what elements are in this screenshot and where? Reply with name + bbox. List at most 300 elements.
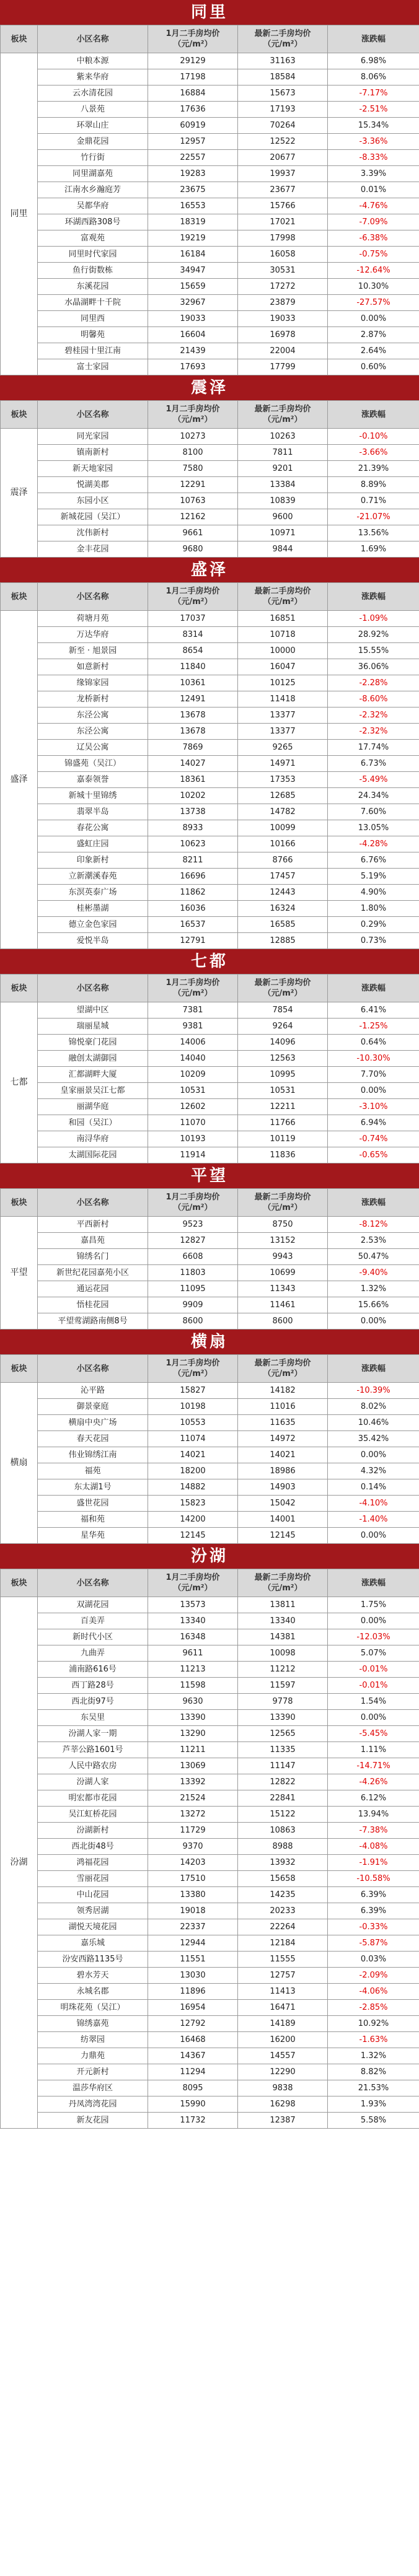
latest-price: 18986	[238, 1463, 328, 1479]
community-name: 通运花园	[38, 1281, 148, 1297]
change-rate: -1.91%	[328, 1855, 419, 1871]
community-name: 锦绣名门	[38, 1249, 148, 1265]
header-jan-price	[148, 25, 238, 53]
price-table	[0, 1188, 419, 1330]
change-rate: 6.41%	[328, 1002, 419, 1019]
header-jan-price	[148, 975, 238, 1002]
latest-price: 11461	[238, 1297, 328, 1313]
table-row	[1, 1807, 419, 1823]
table-row	[1, 1774, 419, 1790]
jan-price: 11732	[148, 2113, 238, 2129]
table-row	[1, 1887, 419, 1903]
latest-price: 10125	[238, 675, 328, 691]
jan-price: 14203	[148, 1855, 238, 1871]
header-line: 最新二手房均价	[254, 405, 311, 414]
jan-price: 18361	[148, 772, 238, 788]
community-name: 鱼行街数栋	[38, 263, 148, 279]
table-row	[1, 933, 419, 949]
header-jan-price	[148, 1189, 238, 1217]
latest-price: 10995	[238, 1067, 328, 1083]
table-row	[1, 2016, 419, 2032]
community-name: 东园小区	[38, 493, 148, 509]
section-title: 汾湖	[0, 1544, 419, 1569]
change-rate: -0.74%	[328, 1131, 419, 1147]
jan-price: 11598	[148, 1678, 238, 1694]
jan-price: 14882	[148, 1479, 238, 1496]
table-row	[1, 493, 419, 509]
latest-price: 12443	[238, 885, 328, 901]
community-name: 缘锦家园	[38, 675, 148, 691]
header-line: 1月二手房均价	[165, 1359, 220, 1368]
change-rate: -10.30%	[328, 1051, 419, 1067]
table-row	[1, 247, 419, 263]
change-rate: 1.80%	[328, 901, 419, 917]
header-unit: （元/m²）	[173, 40, 213, 49]
section-title: 平望	[0, 1163, 419, 1188]
jan-price: 17037	[148, 611, 238, 627]
table-row	[1, 1758, 419, 1774]
header-latest-price	[238, 1189, 328, 1217]
jan-price: 11551	[148, 1952, 238, 1968]
jan-price: 32967	[148, 295, 238, 311]
latest-price: 14235	[238, 1887, 328, 1903]
table-row	[1, 477, 419, 493]
jan-price: 13678	[148, 708, 238, 724]
table-row	[1, 429, 419, 445]
change-rate: 10.30%	[328, 279, 419, 295]
change-rate: 36.06%	[328, 659, 419, 675]
jan-price: 8600	[148, 1313, 238, 1330]
table-row	[1, 659, 419, 675]
table-row	[1, 1726, 419, 1742]
header-change: 涨跌幅	[328, 401, 419, 429]
change-rate: 15.55%	[328, 643, 419, 659]
community-name: 镇南新村	[38, 445, 148, 461]
change-rate: 0.01%	[328, 182, 419, 198]
jan-price: 10202	[148, 788, 238, 804]
jan-price: 11211	[148, 1742, 238, 1758]
change-rate: 10.46%	[328, 1415, 419, 1431]
jan-price: 9680	[148, 541, 238, 558]
latest-price: 12211	[238, 1099, 328, 1115]
change-rate: 5.07%	[328, 1645, 419, 1662]
header-row	[1, 583, 419, 611]
community-name: 水晶湖畔十千院	[38, 295, 148, 311]
community-name: 立新潮溪春苑	[38, 869, 148, 885]
header-name: 小区名称	[38, 1189, 148, 1217]
table-row	[1, 1115, 419, 1131]
table-row	[1, 1415, 419, 1431]
change-rate: 1.32%	[328, 1281, 419, 1297]
change-rate: -4.26%	[328, 1774, 419, 1790]
table-row	[1, 1645, 419, 1662]
change-rate: 0.73%	[328, 933, 419, 949]
section-title: 震泽	[0, 375, 419, 400]
jan-price: 17198	[148, 69, 238, 85]
latest-price: 11413	[238, 1984, 328, 2000]
latest-price: 22264	[238, 1919, 328, 1935]
change-rate: 6.94%	[328, 1115, 419, 1131]
community-name: 福和苑	[38, 1512, 148, 1528]
change-rate: 24.34%	[328, 788, 419, 804]
change-rate: 5.58%	[328, 2113, 419, 2129]
change-rate: -4.76%	[328, 198, 419, 214]
price-table	[0, 974, 419, 1163]
jan-price: 12792	[148, 2016, 238, 2032]
latest-price: 13152	[238, 1233, 328, 1249]
jan-price: 16036	[148, 901, 238, 917]
jan-price: 13340	[148, 1613, 238, 1629]
community-name: 汇都湖畔大厦	[38, 1067, 148, 1083]
header-line: 1月二手房均价	[165, 978, 220, 988]
community-name: 环湖西路308号	[38, 214, 148, 230]
table-row	[1, 102, 419, 118]
latest-price: 14021	[238, 1447, 328, 1463]
change-rate: -0.01%	[328, 1662, 419, 1678]
table-row	[1, 279, 419, 295]
community-name: 西丁路28号	[38, 1678, 148, 1694]
jan-price: 12602	[148, 1099, 238, 1115]
table-row	[1, 134, 419, 150]
table-row	[1, 1694, 419, 1710]
latest-price: 8600	[238, 1313, 328, 1330]
change-rate: 10.92%	[328, 2016, 419, 2032]
latest-price: 10098	[238, 1645, 328, 1662]
change-rate: 15.34%	[328, 118, 419, 134]
table-row	[1, 1249, 419, 1265]
community-name: 纺翠园	[38, 2032, 148, 2048]
jan-price: 9661	[148, 525, 238, 541]
community-name: 领秀居湖	[38, 1903, 148, 1919]
latest-price: 16047	[238, 659, 328, 675]
table-row	[1, 295, 419, 311]
community-name: 沁平路	[38, 1383, 148, 1399]
table-row	[1, 1281, 419, 1297]
community-name: 新城十里锦绣	[38, 788, 148, 804]
header-unit: （元/m²）	[173, 597, 213, 607]
latest-price: 19937	[238, 166, 328, 182]
community-name: 明馨苑	[38, 327, 148, 343]
latest-price: 9838	[238, 2080, 328, 2096]
community-name: 平西新村	[38, 1217, 148, 1233]
latest-price: 14189	[238, 2016, 328, 2032]
jan-price: 11914	[148, 1147, 238, 1163]
table-row	[1, 327, 419, 343]
jan-price: 8933	[148, 820, 238, 836]
latest-price: 17353	[238, 772, 328, 788]
jan-price: 15823	[148, 1496, 238, 1512]
community-name: 湖悦天境花园	[38, 1919, 148, 1935]
change-rate: 8.82%	[328, 2064, 419, 2080]
change-rate: 1.75%	[328, 1597, 419, 1613]
jan-price: 15990	[148, 2096, 238, 2113]
jan-price: 16348	[148, 1629, 238, 1645]
header-change: 涨跌幅	[328, 1569, 419, 1597]
table-row	[1, 1597, 419, 1613]
change-rate: 1.11%	[328, 1742, 419, 1758]
jan-price: 19219	[148, 230, 238, 247]
jan-price: 16553	[148, 198, 238, 214]
latest-price: 11836	[238, 1147, 328, 1163]
community-name: 横扇中央广场	[38, 1415, 148, 1431]
community-name: 开元新村	[38, 2064, 148, 2080]
latest-price: 10166	[238, 836, 328, 852]
jan-price: 19018	[148, 1903, 238, 1919]
table-row	[1, 852, 419, 869]
jan-price: 16696	[148, 869, 238, 885]
header-jan-price	[148, 583, 238, 611]
latest-price: 12757	[238, 1968, 328, 1984]
latest-price: 17272	[238, 279, 328, 295]
change-rate: 2.53%	[328, 1233, 419, 1249]
table-row	[1, 675, 419, 691]
table-row	[1, 311, 419, 327]
community-name: 双湖花园	[38, 1597, 148, 1613]
change-rate: 1.54%	[328, 1694, 419, 1710]
table-row	[1, 772, 419, 788]
board-cell: 七都	[1, 1002, 38, 1163]
change-rate: 0.64%	[328, 1035, 419, 1051]
latest-price: 13384	[238, 477, 328, 493]
community-name: 汾湖人家一期	[38, 1726, 148, 1742]
table-row	[1, 788, 419, 804]
community-name: 新友花园	[38, 2113, 148, 2129]
header-board: 板块	[1, 583, 38, 611]
community-name: 新世纪花园嘉苑小区	[38, 1265, 148, 1281]
community-name: 锦悦豪门花园	[38, 1035, 148, 1051]
section-5	[0, 1163, 419, 1330]
jan-price: 19033	[148, 311, 238, 327]
community-name: 浦南路616号	[38, 1662, 148, 1678]
table-row	[1, 1297, 419, 1313]
community-name: 明珠花苑（吴江）	[38, 2000, 148, 2016]
community-name: 万达华府	[38, 627, 148, 643]
community-name: 同光家园	[38, 429, 148, 445]
section-6	[0, 1330, 419, 1544]
change-rate: -1.40%	[328, 1512, 419, 1528]
community-name: 明宏都市花园	[38, 1790, 148, 1807]
latest-price: 8750	[238, 1217, 328, 1233]
latest-price: 11335	[238, 1742, 328, 1758]
latest-price: 9201	[238, 461, 328, 477]
community-name: 嘉乐城	[38, 1935, 148, 1952]
board-cell: 汾湖	[1, 1597, 38, 2129]
price-table	[0, 582, 419, 949]
latest-price: 16978	[238, 327, 328, 343]
latest-price: 10839	[238, 493, 328, 509]
community-name: 平望莺湖路南侧8号	[38, 1313, 148, 1330]
community-name: 东溟英泰广场	[38, 885, 148, 901]
latest-price: 16851	[238, 611, 328, 627]
jan-price: 13738	[148, 804, 238, 820]
jan-price: 8100	[148, 445, 238, 461]
board-cell: 震泽	[1, 429, 38, 558]
community-name: 瑞丽星城	[38, 1019, 148, 1035]
header-name: 小区名称	[38, 975, 148, 1002]
jan-price: 17510	[148, 1871, 238, 1887]
change-rate: -2.85%	[328, 2000, 419, 2016]
community-name: 八景苑	[38, 102, 148, 118]
change-rate: -8.33%	[328, 150, 419, 166]
table-row	[1, 53, 419, 69]
community-name: 辽吴公寓	[38, 740, 148, 756]
jan-price: 16468	[148, 2032, 238, 2048]
table-row	[1, 2096, 419, 2113]
header-unit: （元/m²）	[263, 40, 302, 49]
header-unit: （元/m²）	[173, 1203, 213, 1212]
jan-price: 14027	[148, 756, 238, 772]
change-rate: -1.63%	[328, 2032, 419, 2048]
table-row	[1, 740, 419, 756]
header-name: 小区名称	[38, 25, 148, 53]
change-rate: 0.00%	[328, 1313, 419, 1330]
jan-price: 12827	[148, 1233, 238, 1249]
table-row	[1, 901, 419, 917]
change-rate: -5.49%	[328, 772, 419, 788]
community-name: 南浔华府	[38, 1131, 148, 1147]
community-name: 金丰花园	[38, 541, 148, 558]
header-unit: （元/m²）	[173, 415, 213, 424]
board-cell: 盛泽	[1, 611, 38, 949]
change-rate: 50.47%	[328, 1249, 419, 1265]
latest-price: 11635	[238, 1415, 328, 1431]
change-rate: -0.01%	[328, 1678, 419, 1694]
jan-price: 19283	[148, 166, 238, 182]
change-rate: -0.65%	[328, 1147, 419, 1163]
latest-price: 16200	[238, 2032, 328, 2048]
jan-price: 12944	[148, 1935, 238, 1952]
jan-price: 21524	[148, 1790, 238, 1807]
latest-price: 12290	[238, 2064, 328, 2080]
community-name: 悦湖美郡	[38, 477, 148, 493]
change-rate: -2.51%	[328, 102, 419, 118]
table-row	[1, 1528, 419, 1544]
table-row	[1, 230, 419, 247]
latest-price: 10000	[238, 643, 328, 659]
table-row	[1, 1968, 419, 1984]
community-name: 伟业锦绣江南	[38, 1447, 148, 1463]
jan-price: 9370	[148, 1839, 238, 1855]
jan-price: 14040	[148, 1051, 238, 1067]
latest-price: 10119	[238, 1131, 328, 1147]
change-rate: 13.05%	[328, 820, 419, 836]
jan-price: 16884	[148, 85, 238, 102]
latest-price: 14182	[238, 1383, 328, 1399]
jan-price: 10273	[148, 429, 238, 445]
change-rate: -10.39%	[328, 1383, 419, 1399]
header-unit: （元/m²）	[173, 1369, 213, 1378]
table-row	[1, 2032, 419, 2048]
header-row	[1, 1189, 419, 1217]
jan-price: 22337	[148, 1919, 238, 1935]
community-name: 永城名郡	[38, 1984, 148, 2000]
community-name: 东溪花园	[38, 279, 148, 295]
table-row	[1, 1919, 419, 1935]
table-row	[1, 1823, 419, 1839]
jan-price: 8654	[148, 643, 238, 659]
latest-price: 16471	[238, 2000, 328, 2016]
jan-price: 15827	[148, 1383, 238, 1399]
community-name: 芦莘公路1601号	[38, 1742, 148, 1758]
jan-price: 13069	[148, 1758, 238, 1774]
community-name: 爱悦半岛	[38, 933, 148, 949]
header-line: 最新二手房均价	[254, 978, 311, 988]
community-name: 春天花园	[38, 1431, 148, 1447]
jan-price: 10209	[148, 1067, 238, 1083]
section-title: 同里	[0, 0, 419, 25]
change-rate: -4.10%	[328, 1496, 419, 1512]
community-name: 融创太湖御园	[38, 1051, 148, 1067]
change-rate: 21.53%	[328, 2080, 419, 2096]
table-row	[1, 611, 419, 627]
change-rate: -3.36%	[328, 134, 419, 150]
header-unit: （元/m²）	[173, 1584, 213, 1593]
latest-price: 14557	[238, 2048, 328, 2064]
change-rate: -7.38%	[328, 1823, 419, 1839]
change-rate: 7.60%	[328, 804, 419, 820]
jan-price: 9630	[148, 1694, 238, 1710]
header-name: 小区名称	[38, 1355, 148, 1383]
table-row	[1, 1399, 419, 1415]
community-name: 太湖国际花园	[38, 1147, 148, 1163]
table-row	[1, 1512, 419, 1528]
latest-price: 12885	[238, 933, 328, 949]
table-row	[1, 461, 419, 477]
community-name: 福苑	[38, 1463, 148, 1479]
jan-price: 12291	[148, 477, 238, 493]
change-rate: -4.08%	[328, 1839, 419, 1855]
table-row	[1, 1742, 419, 1758]
table-row	[1, 2080, 419, 2096]
change-rate: 0.00%	[328, 1528, 419, 1544]
change-rate: 13.94%	[328, 1807, 419, 1823]
header-latest-price	[238, 25, 328, 53]
jan-price: 11213	[148, 1662, 238, 1678]
community-name: 金鼎花园	[38, 134, 148, 150]
community-name: 盛世花园	[38, 1496, 148, 1512]
table-row	[1, 2048, 419, 2064]
table-row	[1, 1147, 419, 1163]
table-row	[1, 2113, 419, 2129]
jan-price: 12791	[148, 933, 238, 949]
jan-price: 11896	[148, 1984, 238, 2000]
header-change: 涨跌幅	[328, 25, 419, 53]
table-row	[1, 627, 419, 643]
table-row	[1, 869, 419, 885]
table-row	[1, 885, 419, 901]
change-rate: -8.12%	[328, 1217, 419, 1233]
jan-price: 34947	[148, 263, 238, 279]
jan-price: 18200	[148, 1463, 238, 1479]
latest-price: 14001	[238, 1512, 328, 1528]
jan-price: 11862	[148, 885, 238, 901]
header-line: 1月二手房均价	[165, 1573, 220, 1582]
community-name: 嘉昌苑	[38, 1233, 148, 1249]
change-rate: -4.06%	[328, 1984, 419, 2000]
community-name: 新天地家园	[38, 461, 148, 477]
jan-price: 10531	[148, 1083, 238, 1099]
latest-price: 20233	[238, 1903, 328, 1919]
change-rate: -1.09%	[328, 611, 419, 627]
section-2	[0, 375, 419, 558]
jan-price: 29129	[148, 53, 238, 69]
price-table	[0, 1569, 419, 2129]
latest-price: 11555	[238, 1952, 328, 1968]
change-rate: 2.87%	[328, 327, 419, 343]
community-name: 江南水乡瀚庭芳	[38, 182, 148, 198]
latest-price: 70264	[238, 118, 328, 134]
latest-price: 11016	[238, 1399, 328, 1415]
